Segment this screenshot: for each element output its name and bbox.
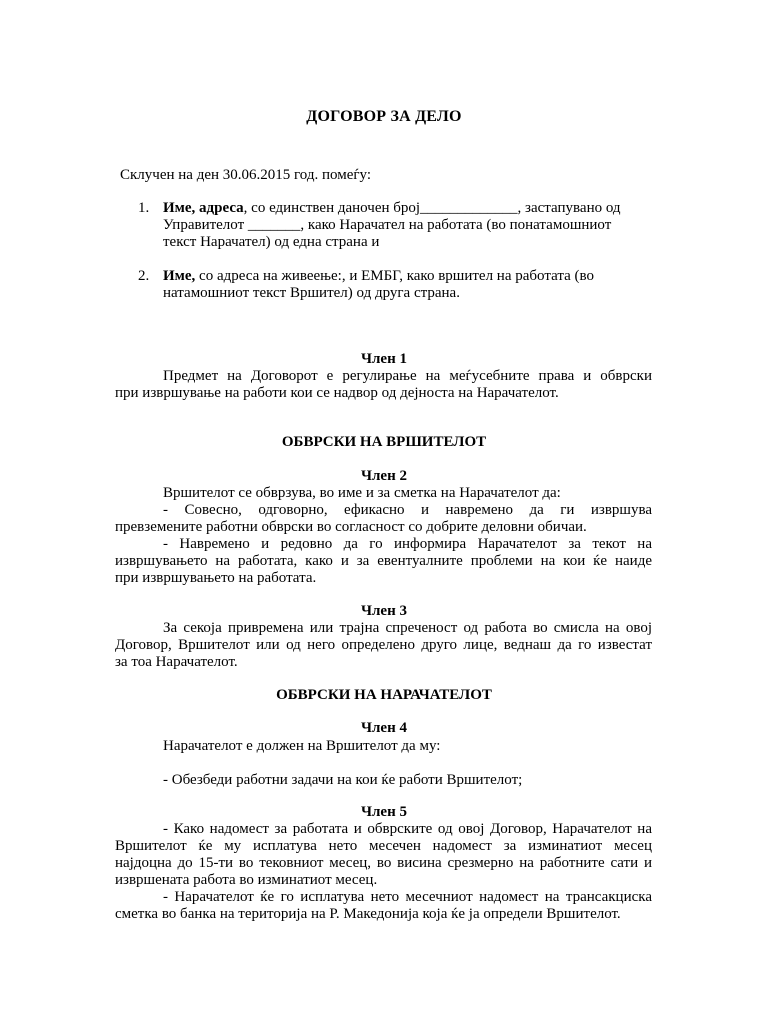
- article3-heading: Член 3: [361, 603, 407, 619]
- article1-line2: при извршување на работи кои се надвор од дејноста на Нарачателот.: [115, 385, 559, 401]
- article5-line1: - Како надомест за работата и обврските од овој Договор, Нарачателот на: [163, 821, 652, 837]
- article5-line3: најдоцна до 15-ти во тековниот месец, во висина срезмерно на работните сати и: [115, 855, 652, 871]
- document-title: ДОГОВОР ЗА ДЕЛО: [306, 108, 462, 125]
- party2-line1-rest: со адреса на живеење:, и ЕМБГ, како вршител на работата (во: [195, 268, 594, 284]
- party1-line1: [163, 200, 621, 217]
- article2-line1: Вршителот се обврзува, во име и за сметка на Нарачателот да:: [163, 485, 561, 501]
- party1-label: Име, адреса: [163, 200, 244, 216]
- section1-heading: ОБВРСКИ НА ВРШИТЕЛОТ: [281, 434, 487, 450]
- party2-line2: натамошниот текст Вршител) од друга страна.: [163, 285, 460, 301]
- party2-label: Име,: [163, 268, 196, 284]
- article1-heading: Член 1: [361, 351, 407, 367]
- article5-heading: Член 5: [361, 804, 407, 820]
- article2-heading: Член 2: [361, 468, 407, 484]
- intro-text: Склучен на ден 30.06.2015 год. помеѓу:: [120, 167, 372, 183]
- article4-heading: Член 4: [361, 720, 407, 736]
- party1-line1-rest: , со единствен даночен број_____________, застапувано од: [243, 200, 621, 216]
- party1-line3: текст Нарачател) од една страна и: [163, 234, 380, 250]
- section2-heading: ОБВРСКИ НА НАРАЧАТЕЛОТ: [276, 687, 492, 703]
- article2-line2: - Совесно, одговорно, ефикасно и навремено да ги извршува: [163, 502, 652, 518]
- article2-line4: - Навремено и редовно да го информира Нарачателот за текот на: [163, 536, 652, 552]
- party1-line2: Управителот _______, како Нарачател на работата (во понатамошниот: [163, 217, 612, 233]
- article2-line5: извршувањето на работата, како и за евентуалните проблеми на кои ќе наиде: [115, 553, 652, 569]
- article5-line2: Вршителот ќе му исплатува нето месечен надомест за изминатиот месец: [115, 838, 652, 854]
- article2-line3: превземените работни обврски во согласност со добрите деловни обичаи.: [115, 519, 587, 535]
- article2-line6: при извршувањето на работата.: [115, 570, 317, 586]
- article5-line4: извршената работа во изминатиот месец.: [115, 872, 378, 888]
- party2-number: 2.: [138, 268, 150, 284]
- article3-line1: За секоја привремена или трајна спреченост од работа во смисла на овој: [163, 620, 652, 636]
- article1-line1: Предмет на Договорот е регулирање на меѓусебните права и обврски: [163, 368, 652, 384]
- article5-line6: сметка во банка на територија на Р. Македонија која ќе ја определи Вршителот.: [115, 906, 621, 922]
- article3-line2: Договор, Вршителот или од него определено друго лице, веднаш да го известат: [115, 637, 652, 653]
- article5-line5: - Нарачателот ќе го исплатува нето месечниот надомест на трансакциска: [163, 889, 652, 905]
- party1-number: 1.: [138, 200, 150, 216]
- article4-line2: - Обезбеди работни задачи на кои ќе работи Вршителот;: [163, 772, 523, 788]
- party2-line1: [163, 268, 594, 285]
- article4-line1: Нарачателот е должен на Вршителот да му:: [163, 738, 441, 754]
- article3-line3: за тоа Нарачателот.: [115, 654, 238, 670]
